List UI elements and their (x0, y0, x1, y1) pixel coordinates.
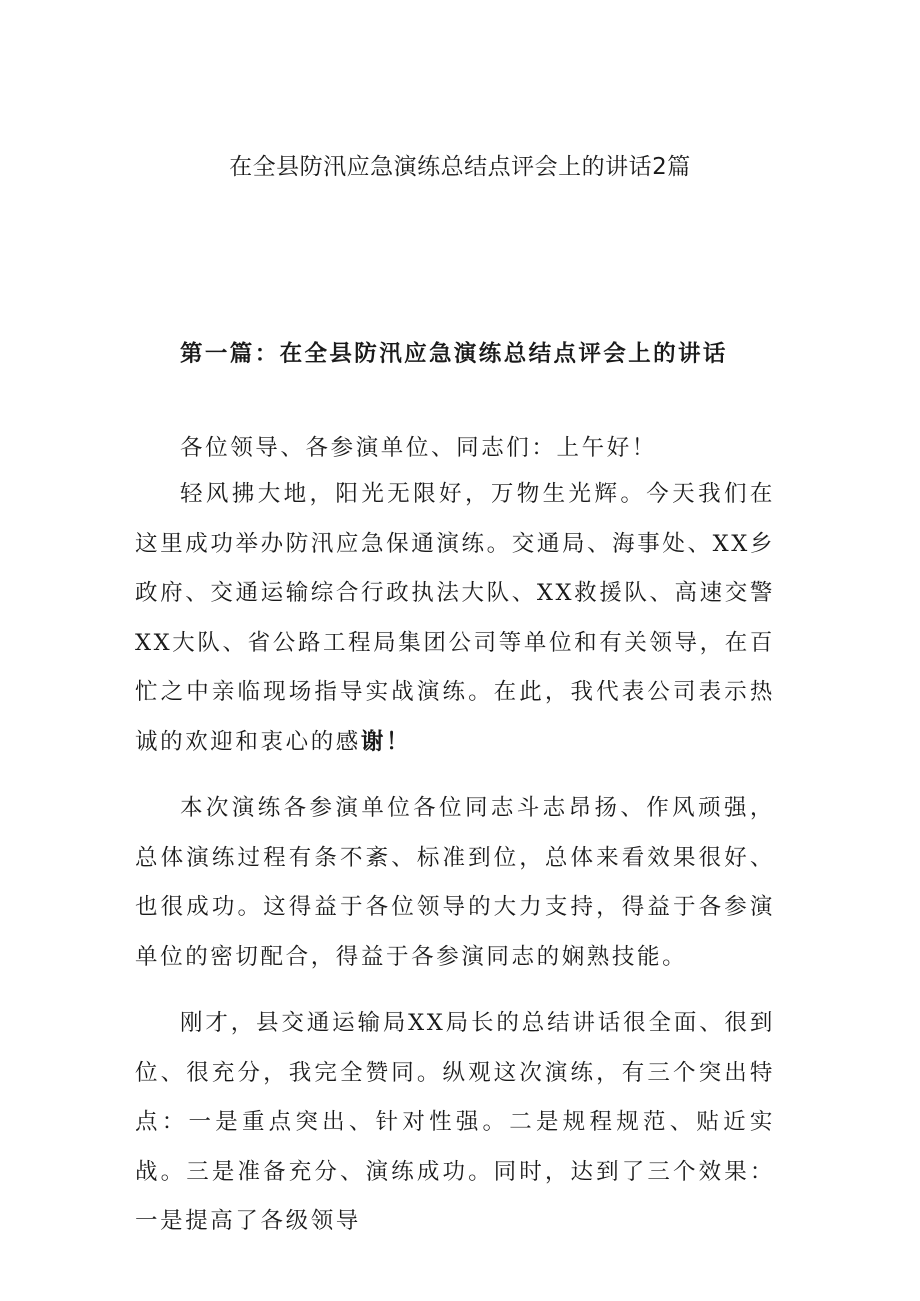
document-title: 在全县防汛应急演练总结点评会上的讲话2篇 (229, 154, 691, 180)
section-heading: 第一篇：在全县防汛应急演练总结点评会上的讲话 (180, 341, 728, 367)
paragraph-1-text: 轻风拂大地，阳光无限好，万物生光辉。今天我们在这里成功举办防汛应急保通演练。交通局、海事处、XX乡政府、交通运输综合行政执法大队、XX救援队、高速交警XX大队、省公路工程局集团公司等单位和有关领导，在百忙之中亲临现场指导实战演练。在此，我代表公司表示热诚的欢迎和衷心的感 (135, 481, 775, 755)
paragraph-1-tail: 谢！ (360, 728, 412, 755)
greeting-paragraph: 各位领导、各参演单位、同志们：上午好！ (180, 435, 657, 461)
paragraph-3: 刚才，县交通运输局XX局长的总结讲话很全面、很到位、很充分，我完全赞同。纵观这次演练，有三个突出特点：一是重点突出、针对性强。二是规程规范、贴近实战。三是准备充分、演练成功。同时，达到了三个效果：一是提高了各级领导 (135, 1010, 775, 1234)
paragraph-2: 本次演练各参演单位各位同志斗志昂扬、作风顽强，总体演练过程有条不紊、标准到位，总体来看效果很好、也很成功。这得益于各位领导的大力支持，得益于各参演单位的密切配合，得益于各参演同志的娴熟技能。 (135, 795, 775, 970)
paragraph-1 (135, 470, 775, 767)
